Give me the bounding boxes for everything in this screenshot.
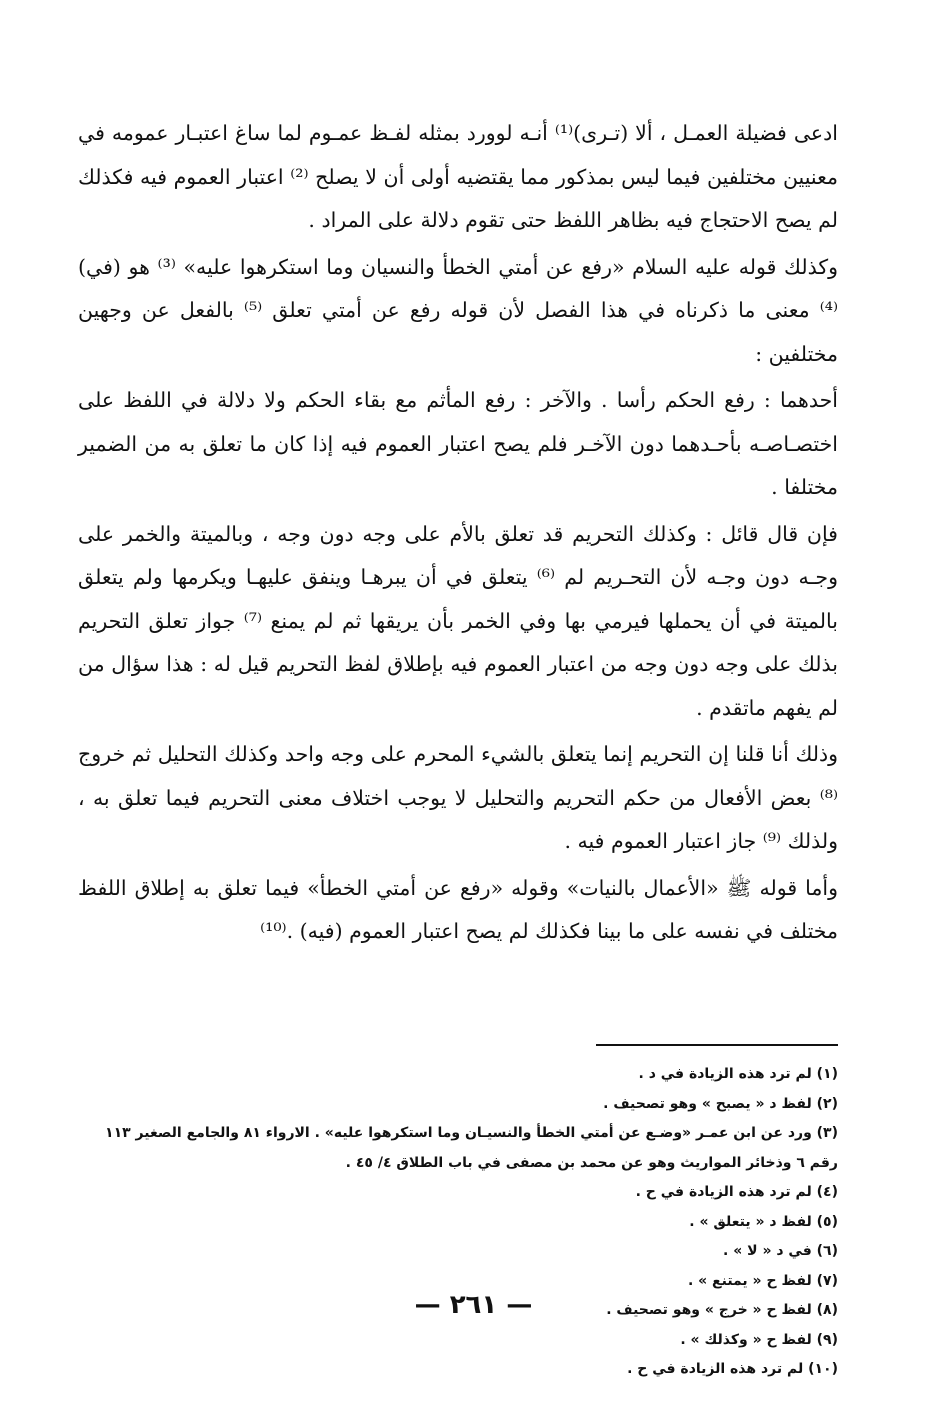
footnote-6: (٦) في د « لا » .	[723, 1243, 838, 1259]
main-text	[78, 112, 838, 954]
footnote-10: (١٠) لم ترد هذه الزيادة في ح .	[627, 1361, 838, 1377]
paragraph-6: وأما قوله ﷺ «الأعمال بالنيات» وقوله «رفع عن أمتي الخطأ» فيما تعلق به إطلاق اللفظ مختلف في نفسه على ما بينا فكذلك لم يصح اعتبار العموم (فيه) .⁽¹⁰⁾	[78, 875, 838, 943]
footnote-7: (٧) لفظ ح « يمتنع » .	[687, 1272, 838, 1289]
footnote-divider	[596, 1044, 838, 1046]
paragraph-5: وذلك أنا قلنا إن التحريم إنما يتعلق بالشيء المحرم على وجه واحد وكذلك التحليل ثم خروج ⁽⁸⁾ بعض الأفعال من حكم التحريم والتحليل لا يوجب اختلاف معنى التحريم فيما تعلق به ، ولذلك ⁽⁹⁾ جاز اعتبار العموم فيه .	[78, 742, 838, 853]
footnote-3: (٣) ورد عن ابن عمـر «وضـع عن أمتي الخطأ والنسيـان وما استكرهوا عليه» . الارواء ٨١ والجامع الصغير ١١٣	[105, 1125, 838, 1141]
paragraph-1: ادعى فضيلة العمـل ، ألا (تـرى)⁽¹⁾ أنـه لوورد بمثله لفـظ عمـوم لما ساغ اعتبـار عمومه في معنيين مختلفين فيما ليس بمذكور مما يقتضيه أولى أن لا يصلح ⁽²⁾ اعتبار العموم فيه فكذلك لم يصح الاحتجاج فيه بظاهر اللفظ حتى تقوم دلالة على المراد .	[78, 121, 838, 232]
footnote-5: (٥) لفظ د « يتعلق » .	[689, 1213, 838, 1230]
paragraph-4: فإن قال قائل : وكذلك التحريم قد تعلق بالأم على وجه دون وجه ، وبالميتة والخمر على وجـه دون وجـه لأن التحـريم لم ⁽⁶⁾ يتعلق في أن يبرهـا وينفق عليهـا ويكرمها ولم يتعلق بالميتة في أن يحملها فيرمي بها وفي الخمر بأن يريقها ثم لم يمنع ⁽⁷⁾ جواز تعلق التحريم بذلك على وجه دون وجه من اعتبار العموم فيه بإطلاق لفظ التحريم قيل له : هذا سؤال من لم يفهم ماتقدم .	[78, 521, 839, 720]
paragraph-3: أحدهما : رفع الحكم رأسا . والآخر : رفع المأثم مع بقاء الحكم ولا دلالة في اللفظ على اختصـاصـه بأحـدهما دون الآخـر فلم يصح اعتبار العموم فيه إذا كان ما تعلق به من الضمير مختلفا .	[78, 388, 838, 499]
footnote-3-continued: رقم ٦ وذخائر المواريث وهو عن محمد بن مصفى في باب الطلاق ٤/ ٤٥ .	[345, 1154, 838, 1171]
footnote-4: (٤) لم ترد هذه الزيادة في ح .	[635, 1184, 838, 1200]
footnote-2: (٢) لفظ د « يصبح » وهو تصحيف .	[603, 1095, 838, 1112]
footnote-9: (٩) لفظ ح « وكذلك » .	[680, 1331, 838, 1348]
footnote-1: (١) لم ترد هذه الزيادة في د .	[638, 1066, 838, 1082]
page-number: — ٢٦١ —	[414, 1290, 533, 1320]
paragraph-2: وكذلك قوله عليه السلام «رفع عن أمتي الخطأ والنسيان وما استكرهوا عليه» ⁽³⁾ هو (في) ⁽⁴⁾ معنى ما ذكرناه في هذا الفصل لأن قوله رفع عن أمتي تعلق ⁽⁵⁾ بالفعل عن وجهين مختلفين :	[78, 254, 838, 366]
footnotes	[78, 1060, 838, 1385]
footnote-8: (٨) لفظ ح « خرج » وهو تصحيف .	[606, 1302, 838, 1318]
